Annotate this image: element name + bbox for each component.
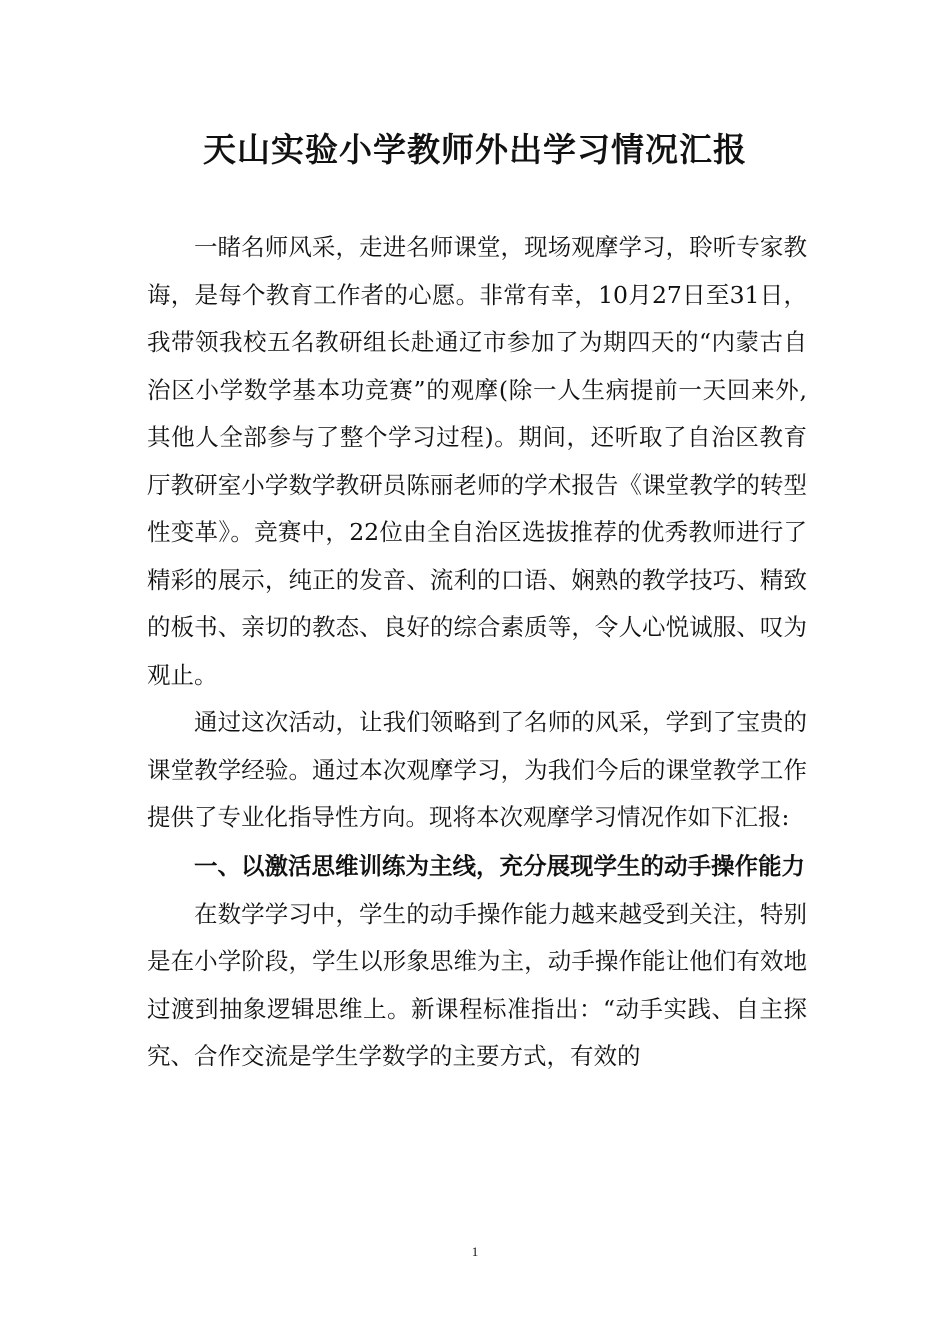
summary-paragraph: 通过这次活动，让我们领略到了名师的风采，学到了宝贵的课堂教学经验。通过本次观摩学习，为我们今后的课堂教学工作提供了专业化指导性方向。现将本次观摩学习情况作如下汇报:	[147, 708, 807, 831]
section-paragraph: 在数学学习中，学生的动手操作能力越来越受到关注，特别是在小学阶段，学生以形象思维为主，动手操作能让他们有效地过渡到抽象逻辑思维上。新课程标准指出：“动手实践、自主探究、合作交流是学生学数学的主要方式，有效的	[147, 899, 807, 1070]
section-heading: 一、以激活思维训练为主线，充分展现学生的动手操作能力	[194, 851, 805, 880]
document-body	[147, 224, 807, 1081]
intro-paragraph: 一睹名师风采，走进名师课堂，现场观摩学习，聆听专家教诲，是每个教育工作者的心愿。非常有幸，10月27日至31日，我带领我校五名教研组长赴通辽市参加了为期四天的“内蒙古自治区小学数学基本功竞赛”的观摩(除一人生病提前一天回来外,其他人全部参与了整个学习过程)。期间，还听取了自治区教育厅教研室小学数学教研员陈丽老师的学术报告《课堂教学的转型性变革》。竞赛中，22位由全自治区选拔推荐的优秀教师进行了精彩的展示，纯正的发音、流利的口语、娴熟的教学技巧、精致的板书、亲切的教态、良好的综合素质等，令人心悦诚服、叹为观止。	[147, 233, 807, 689]
page-number: 1	[471, 1244, 479, 1259]
document-title: 天山实验小学教师外出学习情况汇报	[203, 130, 747, 169]
